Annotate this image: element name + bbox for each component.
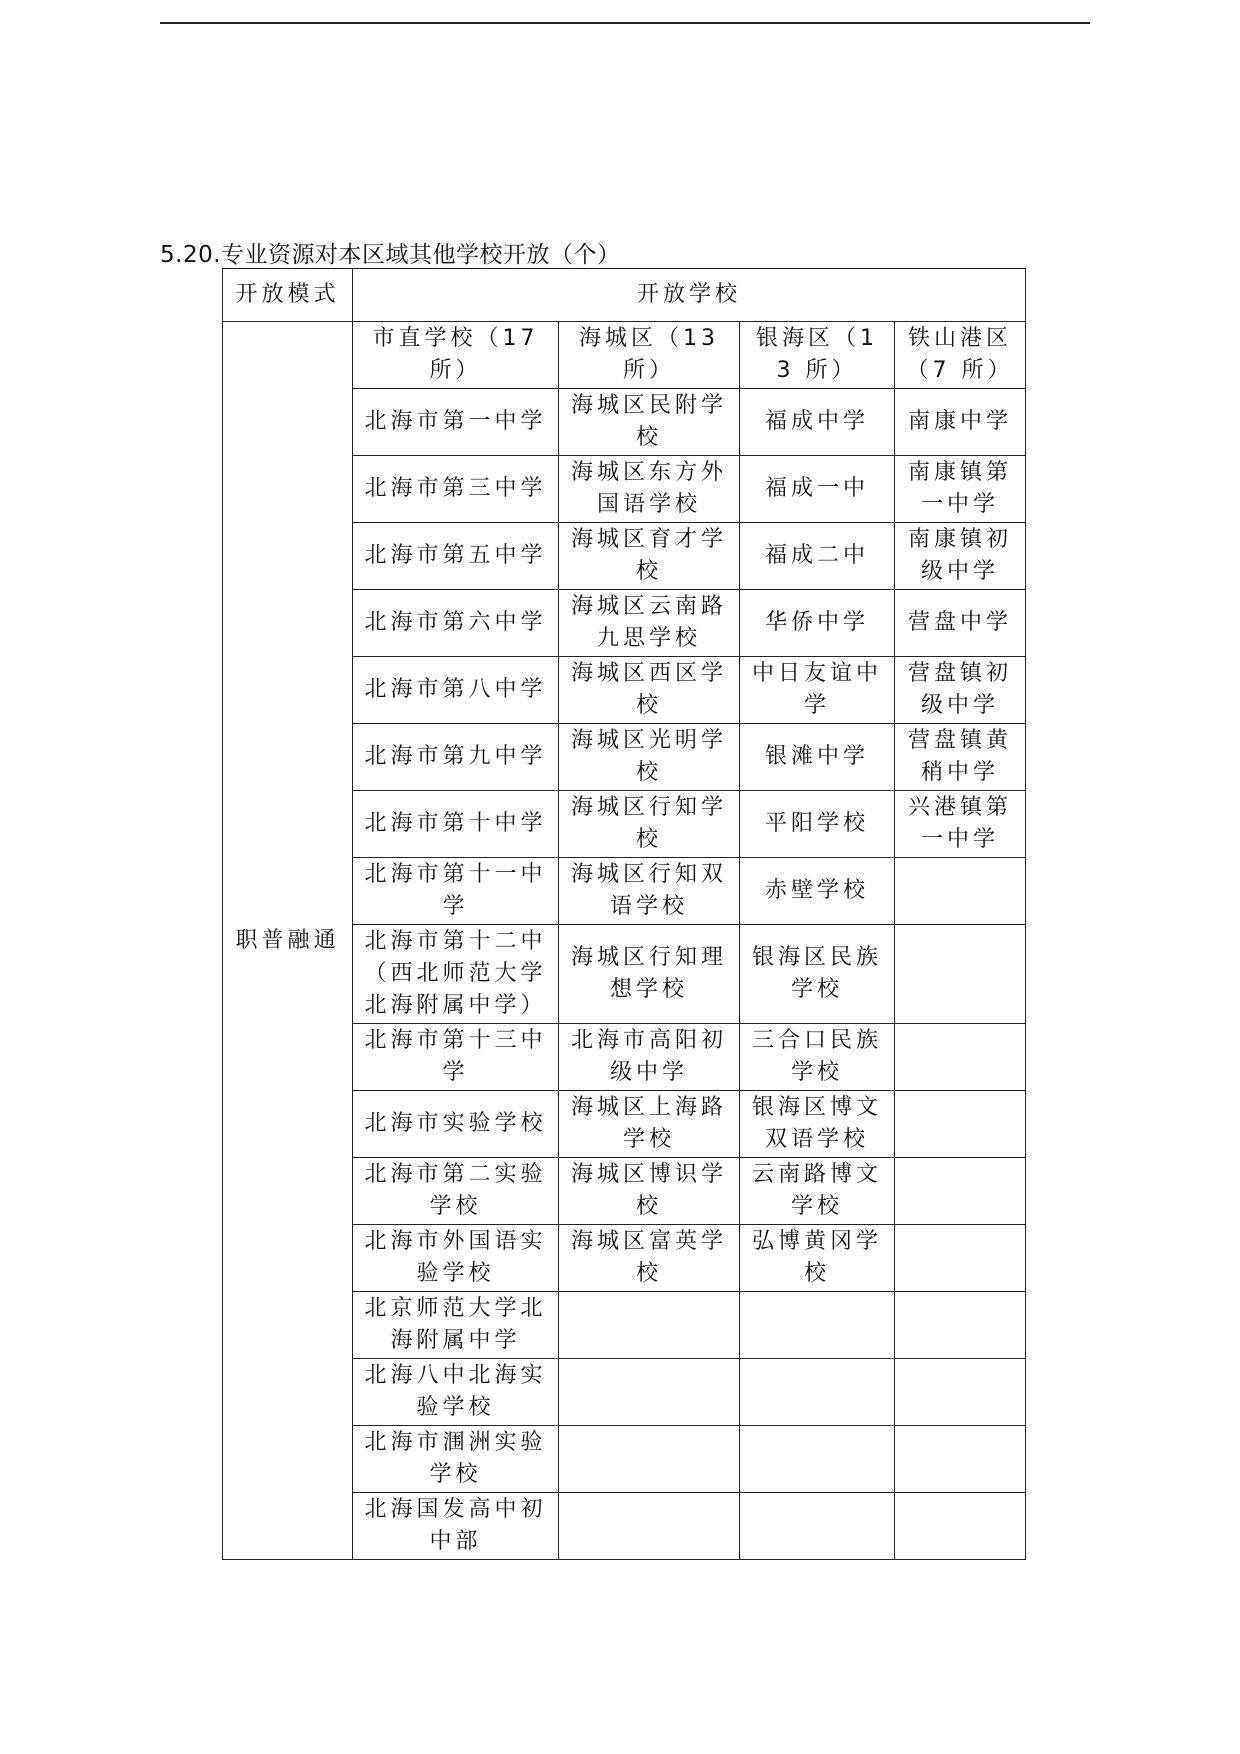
table-cell: 北海市外国语实验学校 [353,1225,559,1292]
column-header: 铁山港区（7 所） [895,322,1026,389]
table-cell: 南康镇初级中学 [895,523,1026,590]
table-cell: 银海区博文双语学校 [740,1091,895,1158]
table-cell: 营盘中学 [895,590,1026,657]
table-cell: 海城区东方外国语学校 [559,456,740,523]
table-cell: 海城区行知学校 [559,791,740,858]
table-cell: 北海八中北海实验学校 [353,1359,559,1426]
table-cell: 北京师范大学北海附属中学 [353,1292,559,1359]
table-cell [895,1493,1026,1560]
table-cell: 三合口民族学校 [740,1024,895,1091]
open-schools-table [222,268,1026,1560]
table-cell: 北海市第十三中学 [353,1024,559,1091]
table-cell [895,1292,1026,1359]
table-cell [559,1359,740,1426]
section-title: 5.20.专业资源对本区域其他学校开放（个） [160,242,621,268]
table-cell: 海城区上海路学校 [559,1091,740,1158]
table-cell: 福成二中 [740,523,895,590]
header-schools: 开放学校 [353,269,1026,322]
table-cell [895,1359,1026,1426]
top-rule [160,22,1090,24]
table-cell: 海城区云南路九思学校 [559,590,740,657]
table-cell: 北海国发高中初中部 [353,1493,559,1560]
table-cell [740,1426,895,1493]
table-cell: 北海市第十一中学 [353,858,559,925]
column-header-row [223,322,1026,389]
table-cell: 北海市高阳初级中学 [559,1024,740,1091]
header-mode: 开放模式 [223,269,353,322]
table-cell [559,1493,740,1560]
table-cell [895,1091,1026,1158]
table-cell: 福成中学 [740,389,895,456]
table-cell: 北海市第二实验学校 [353,1158,559,1225]
table-cell: 北海市第六中学 [353,590,559,657]
table-cell: 北海市实验学校 [353,1091,559,1158]
table-cell: 北海市第十中学 [353,791,559,858]
table-cell: 兴港镇第一中学 [895,791,1026,858]
table-cell: 福成一中 [740,456,895,523]
table-cell: 华侨中学 [740,590,895,657]
table-cell: 北海市第八中学 [353,657,559,724]
table-cell: 北海市涠洲实验学校 [353,1426,559,1493]
table-cell [740,1359,895,1426]
table-cell [740,1292,895,1359]
table-header-row [223,269,1026,322]
table-cell: 北海市第三中学 [353,456,559,523]
table-cell: 海城区富英学校 [559,1225,740,1292]
table-cell: 海城区博识学校 [559,1158,740,1225]
column-header: 海城区（13 所） [559,322,740,389]
table-cell [895,858,1026,925]
table-cell: 赤壁学校 [740,858,895,925]
table-cell [895,1225,1026,1292]
table-cell: 北海市第一中学 [353,389,559,456]
mode-cell: 职普融通 [223,322,353,1560]
table-cell [895,1426,1026,1493]
table-cell: 北海市第九中学 [353,724,559,791]
table-cell: 银海区民族学校 [740,925,895,1024]
column-header: 银海区（13 所） [740,322,895,389]
table-cell: 南康中学 [895,389,1026,456]
table-cell: 北海市第五中学 [353,523,559,590]
table-cell: 营盘镇黄稍中学 [895,724,1026,791]
table-cell: 云南路博文学校 [740,1158,895,1225]
table-cell: 北海市第十二中（西北师范大学北海附属中学） [353,925,559,1024]
table-cell: 海城区行知双语学校 [559,858,740,925]
column-header: 市直学校（17 所） [353,322,559,389]
table-cell [895,1158,1026,1225]
table-cell [559,1292,740,1359]
table-cell: 弘博黄冈学校 [740,1225,895,1292]
table-cell [895,1024,1026,1091]
table-cell: 南康镇第一中学 [895,456,1026,523]
table-cell: 中日友谊中学 [740,657,895,724]
table-cell: 海城区光明学校 [559,724,740,791]
table-cell: 海城区行知理想学校 [559,925,740,1024]
table-cell: 海城区育才学校 [559,523,740,590]
table-cell: 海城区西区学校 [559,657,740,724]
table-cell: 平阳学校 [740,791,895,858]
table-cell [740,1493,895,1560]
table-cell [895,925,1026,1024]
table-cell: 银滩中学 [740,724,895,791]
table-cell: 海城区民附学校 [559,389,740,456]
table-cell: 营盘镇初级中学 [895,657,1026,724]
table-cell [559,1426,740,1493]
